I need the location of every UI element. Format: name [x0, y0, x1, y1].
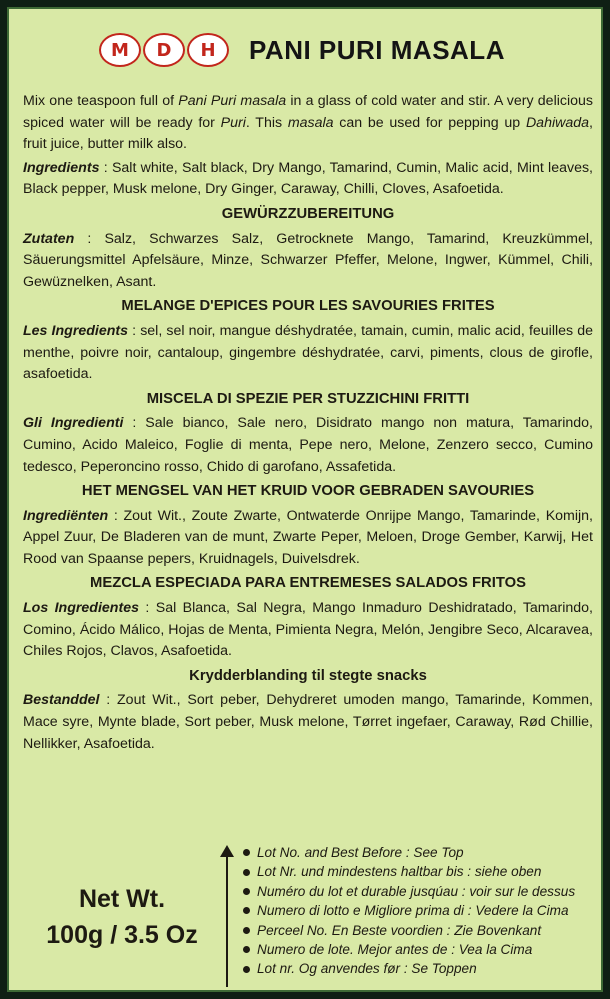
list-item [243, 940, 575, 959]
intro-paragraph [23, 91, 593, 156]
ingredients-nl [23, 506, 593, 571]
ingredients-label: Ingrediënten [23, 507, 109, 524]
product-title: PANI PURI MASALA [249, 34, 505, 65]
logo-letter-m: M [99, 33, 141, 67]
section-heading-it: MISCELA DI SPEZIE PER STUZZICHINI FRITTI [146, 390, 470, 407]
content [23, 91, 593, 757]
ingredients-text: Sale bianco, Sale nero, Disidrato mango non matura, Tamarindo, Cumino, Acido Maleico, Foglie di menta, Pepe nero, Melone, Zenzero secco, Cumino tedesco, Peperoncino rosso, Chido di garofano, Assafetida. [23, 415, 593, 475]
list-item [243, 959, 575, 978]
bullet-icon [243, 946, 250, 953]
bullet-icon [243, 966, 250, 973]
ingredients-label: Ingredients [23, 159, 100, 176]
ingredients-sep: : [138, 600, 156, 617]
lot-line: Numero de lote. Mejor antes de : Vea la Cima [257, 942, 533, 958]
logo-letter-h: H [187, 33, 229, 67]
intro-text: . This [245, 114, 288, 131]
ingredients-it [23, 413, 593, 478]
ingredients-fr [23, 321, 593, 386]
ingredients-text: sel, sel noir, mangue déshydratée, tamain, cumin, malic acid, feuilles de menthe, poivre noir, cantaloup, gingembre déshydratée, carvi, piments, clous de girofle, asafoetida. [23, 322, 593, 383]
lot-line: Lot nr. Og anvendes før : Se Toppen [257, 961, 477, 977]
ingredients-sep: : [128, 322, 141, 339]
ingredients-da [23, 690, 593, 755]
bullet-icon [243, 888, 250, 895]
list-item [243, 901, 575, 920]
intro-text: , fruit juice, butter milk also. [23, 114, 593, 153]
bullet-icon [243, 927, 250, 934]
intro-text: can be used for pepping up [333, 114, 526, 131]
list-item [243, 882, 575, 901]
section-heading-fr: MELANGE D'EPICES POUR LES SAVOURIES FRITES [121, 298, 495, 315]
arrow-up-icon [219, 845, 235, 989]
ingredients-text: Salt white, Salt black, Dry Mango, Tamarind, Cumin, Malic acid, Mint leaves, Black pepper, Musk melone, Dry Ginger, Caraway, Chilli, Cloves, Asafoetida. [23, 159, 593, 198]
ingredients-es [23, 598, 593, 663]
bullet-icon [243, 849, 250, 856]
list-item [243, 921, 575, 940]
ingredients-de [23, 229, 593, 294]
lot-line: Numero di lotto e Migliore prima di : Vedere la Cima [257, 903, 569, 919]
lot-info-list [243, 843, 575, 979]
ingredients-label: Zutaten [23, 230, 75, 247]
ingredients-sep: : [99, 159, 112, 176]
lot-line: Perceel No. En Beste voordien : Zie Bovenkant [257, 922, 542, 938]
intro-italic: masala [287, 114, 334, 131]
lot-line: Lot Nr. und mindestens haltbar bis : siehe oben [257, 864, 542, 880]
lot-line: Numéro du lot et durable jusqúau : voir sur le dessus [257, 883, 576, 899]
list-item [243, 843, 575, 862]
section-heading-de: GEWÜRZZUBEREITUNG [221, 205, 395, 222]
ingredients-en [23, 158, 593, 201]
intro-italic: Pani Puri masala [178, 93, 287, 109]
intro-text: Mix one teaspoon full of [23, 93, 179, 109]
section-heading-nl: HET MENGSEL VAN HET KRUID VOOR GEBRADEN SAVOURIES [81, 483, 535, 500]
ingredients-text: Sal Blanca, Sal Negra, Mango Inmaduro Deshidratado, Tamarindo, Comino, Ácido Málico, Hojas de Menta, Pimienta Negra, Melón, Jengibre Seco, Alcaravea, Chiles Rojos, Clavos, Asafoetida. [23, 600, 593, 660]
intro-italic: Puri [220, 114, 246, 131]
net-weight-label: Net Wt. [78, 885, 166, 913]
intro-text: in a glass of cold water and stir. A very delicious spiced water will be ready for [23, 93, 593, 131]
header [99, 33, 505, 67]
label-panel [7, 7, 603, 992]
bullet-icon [243, 869, 250, 876]
ingredients-sep: : [108, 507, 124, 524]
section-heading-da: Krydderblanding til stegte snacks [189, 667, 427, 684]
ingredients-label: Bestanddel [23, 692, 100, 709]
ingredients-label: Les Ingredients [23, 322, 129, 339]
ingredients-sep: : [123, 415, 146, 432]
net-weight-value: 100g / 3.5 Oz [46, 921, 198, 949]
ingredients-sep: : [74, 230, 105, 247]
ingredients-text: Salz, Schwarzes Salz, Getrocknete Mango, Tamarind, Kreuzkümmel, Säuerungsmittel Apfelsäure, Minze, Schwarzer Pfeffer, Melone, Ingwer, Kümmel, Chili, Gewüznelken, Asant. [23, 230, 593, 290]
ingredients-label: Gli Ingredienti [23, 415, 124, 432]
section-heading-es: MEZCLA ESPECIADA PARA ENTREMESES SALADOS FRITOS [90, 575, 526, 592]
footer-area [23, 841, 593, 991]
intro-italic: Dahiwada [525, 114, 590, 131]
lot-line: Lot No. and Best Before : See Top [257, 845, 464, 860]
ingredients-text: Zout Wit., Zoute Zwarte, Ontwaterde Onrijpe Mango, Tamarinde, Komijn, Appel Zuur, De Bladeren van de munt, Zwarte Peper, Meloen, Droge Gember, Karwij, Het Rood van Spaanse pepers, Kruidnagels, Duivelsdrek. [23, 507, 593, 567]
ingredients-label: Los Ingredientes [23, 600, 139, 617]
ingredients-sep: : [99, 692, 118, 709]
logo-letter-d: D [143, 33, 185, 67]
mdh-logo [99, 33, 229, 67]
net-weight [37, 881, 207, 953]
list-item [243, 862, 575, 881]
ingredients-text: Zout Wit., Sort peber, Dehydreret umoden mango, Tamarinde, Kommen, Mace syre, Mynte blade, Sort peber, Musk melone, Tørret ingefaer, Caraway, Rød Chillie, Nellikker, Asafoetida. [23, 692, 593, 752]
bullet-icon [243, 907, 250, 914]
